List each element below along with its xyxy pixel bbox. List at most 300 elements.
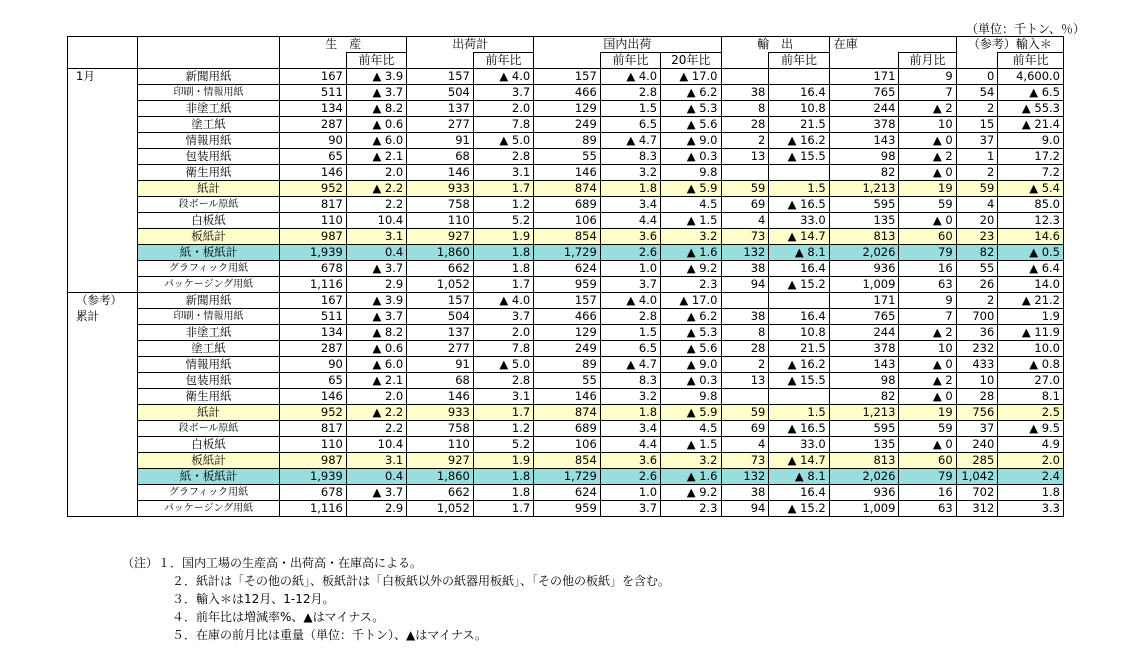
category-label: 印刷・情報用紙 (137, 309, 280, 325)
production-cell: 817 (280, 197, 347, 213)
category-label: 塗工紙 (137, 341, 280, 357)
shipments-cell: 146 (407, 165, 474, 181)
production-yoy-cell: ▲ 2.2 (346, 181, 406, 197)
table-row (68, 213, 1064, 229)
production-cell: 134 (280, 101, 347, 117)
shipments-cell: 137 (407, 325, 474, 341)
inventory-cell: 1,009 (829, 277, 899, 293)
inventory-cell: 813 (829, 229, 899, 245)
domestic-cell: 874 (534, 405, 601, 421)
inventory-cell: 98 (829, 373, 899, 389)
export-cell: 2 (721, 357, 769, 373)
shipments-yoy-cell: ▲ 5.0 (473, 357, 533, 373)
inventory-cell: 82 (829, 165, 899, 181)
shipments-yoy-cell: 1.8 (473, 485, 533, 501)
inventory-cell: 595 (829, 197, 899, 213)
domestic-vs20-cell: ▲ 1.5 (661, 213, 721, 229)
category-label: 印刷・情報用紙 (137, 85, 280, 101)
domestic-cell: 249 (534, 117, 601, 133)
export-cell: 132 (721, 469, 769, 485)
imports-yoy-cell: 1.8 (998, 485, 1064, 501)
domestic-yoy-cell: 8.3 (600, 149, 660, 165)
export-yoy-cell: 33.0 (769, 437, 829, 453)
header-imports: （参考）輸入＊ (956, 37, 1063, 53)
production-cell: 167 (280, 69, 347, 85)
shipments-cell: 277 (407, 341, 474, 357)
category-label: 包装用紙 (137, 149, 280, 165)
table-row (68, 117, 1064, 133)
shipments-yoy-cell: 1.9 (473, 453, 533, 469)
production-cell: 65 (280, 149, 347, 165)
inventory-cell: 135 (829, 437, 899, 453)
category-label: 紙計 (137, 405, 280, 421)
production-yoy-cell: ▲ 3.7 (346, 309, 406, 325)
period-cell (68, 69, 138, 85)
domestic-cell: 106 (534, 437, 601, 453)
imports-cell: 23 (956, 229, 998, 245)
imports-yoy-cell: ▲ 21.4 (998, 117, 1064, 133)
domestic-vs20-cell: ▲ 17.0 (661, 293, 721, 309)
inventory-cell: 1,213 (829, 405, 899, 421)
imports-cell: 1,042 (956, 469, 998, 485)
export-cell (721, 69, 769, 85)
shipments-cell: 137 (407, 101, 474, 117)
table-row (68, 437, 1064, 453)
inventory-cell: 765 (829, 85, 899, 101)
production-yoy-cell: ▲ 0.6 (346, 117, 406, 133)
header-export-yoy: 前年比 (769, 53, 829, 69)
header-blank-period-2 (68, 53, 138, 69)
shipments-yoy-cell: 1.7 (473, 405, 533, 421)
imports-yoy-cell: 17.2 (998, 149, 1064, 165)
shipments-yoy-cell: 1.7 (473, 181, 533, 197)
shipments-cell: 277 (407, 117, 474, 133)
domestic-yoy-cell: 2.6 (600, 245, 660, 261)
category-label: 白板紙 (137, 437, 280, 453)
shipments-cell: 110 (407, 437, 474, 453)
shipments-yoy-cell: 1.9 (473, 229, 533, 245)
domestic-vs20-cell: ▲ 5.6 (661, 117, 721, 133)
export-yoy-cell: 21.5 (769, 341, 829, 357)
category-label: 板紙計 (137, 453, 280, 469)
shipments-yoy-cell: 2.8 (473, 373, 533, 389)
domestic-cell: 624 (534, 261, 601, 277)
imports-cell: 0 (956, 69, 998, 85)
export-cell: 38 (721, 309, 769, 325)
imports-yoy-cell: ▲ 0.5 (998, 245, 1064, 261)
export-yoy-cell (769, 165, 829, 181)
inventory-cell: 143 (829, 133, 899, 149)
production-cell: 134 (280, 325, 347, 341)
shipments-yoy-cell: 1.2 (473, 421, 533, 437)
shipments-cell: 146 (407, 389, 474, 405)
shipments-cell: 927 (407, 229, 474, 245)
inventory-cell: 171 (829, 69, 899, 85)
domestic-vs20-cell: ▲ 0.3 (661, 149, 721, 165)
shipments-cell: 68 (407, 373, 474, 389)
imports-cell: 15 (956, 117, 998, 133)
production-cell: 90 (280, 133, 347, 149)
domestic-cell: 55 (534, 373, 601, 389)
domestic-vs20-cell: 4.5 (661, 197, 721, 213)
category-label: グラフィック用紙 (137, 485, 280, 501)
production-yoy-cell: 3.1 (346, 453, 406, 469)
imports-cell: 702 (956, 485, 998, 501)
production-yoy-cell: ▲ 3.7 (346, 261, 406, 277)
domestic-yoy-cell: 8.3 (600, 373, 660, 389)
shipments-cell: 110 (407, 213, 474, 229)
export-cell: 69 (721, 197, 769, 213)
inventory-mom-cell: 19 (899, 181, 956, 197)
header-production-yoy: 前年比 (346, 53, 406, 69)
export-cell: 38 (721, 85, 769, 101)
domestic-yoy-cell: ▲ 4.7 (600, 133, 660, 149)
header-row-sub (68, 53, 1064, 69)
export-yoy-cell: 1.5 (769, 405, 829, 421)
inventory-mom-cell: 9 (899, 69, 956, 85)
header-shipments-yoy: 前年比 (473, 53, 533, 69)
category-label: 板紙計 (137, 229, 280, 245)
imports-yoy-cell: ▲ 6.4 (998, 261, 1064, 277)
header-export: 輸 出 (721, 37, 829, 53)
period-cell (68, 101, 138, 117)
imports-cell: 37 (956, 421, 998, 437)
domestic-yoy-cell: 1.5 (600, 101, 660, 117)
shipments-yoy-cell: 3.7 (473, 309, 533, 325)
production-cell: 952 (280, 405, 347, 421)
header-imports-blank (956, 53, 998, 69)
export-cell: 4 (721, 437, 769, 453)
inventory-cell: 82 (829, 389, 899, 405)
table-row (68, 181, 1064, 197)
inventory-mom-cell: ▲ 0 (899, 213, 956, 229)
production-cell: 678 (280, 485, 347, 501)
imports-cell: 10 (956, 373, 998, 389)
notes (122, 554, 670, 644)
shipments-cell: 758 (407, 197, 474, 213)
domestic-yoy-cell: 2.6 (600, 469, 660, 485)
shipments-cell: 662 (407, 485, 474, 501)
domestic-vs20-cell: 2.3 (661, 277, 721, 293)
production-yoy-cell: 0.4 (346, 469, 406, 485)
table-row (68, 501, 1064, 517)
period-cell (68, 213, 138, 229)
export-cell: 38 (721, 261, 769, 277)
domestic-cell: 129 (534, 101, 601, 117)
period-cell (68, 357, 138, 373)
header-imports-yoy: 前年比 (998, 53, 1064, 69)
inventory-cell: 936 (829, 485, 899, 501)
domestic-yoy-cell: 6.5 (600, 341, 660, 357)
domestic-cell: 466 (534, 309, 601, 325)
export-cell: 4 (721, 213, 769, 229)
imports-cell: 312 (956, 501, 998, 517)
domestic-vs20-cell: ▲ 5.9 (661, 405, 721, 421)
domestic-yoy-cell: ▲ 4.0 (600, 293, 660, 309)
shipments-cell: 504 (407, 309, 474, 325)
shipments-yoy-cell: 1.8 (473, 469, 533, 485)
production-cell: 511 (280, 85, 347, 101)
inventory-mom-cell: 7 (899, 85, 956, 101)
table-row (68, 421, 1064, 437)
production-yoy-cell: ▲ 0.6 (346, 341, 406, 357)
category-label: 情報用紙 (137, 357, 280, 373)
category-label: パッケージング用紙 (137, 501, 280, 517)
imports-cell: 82 (956, 245, 998, 261)
category-label: 紙計 (137, 181, 280, 197)
domestic-cell: 854 (534, 229, 601, 245)
production-yoy-cell: ▲ 2.2 (346, 405, 406, 421)
imports-cell: 20 (956, 213, 998, 229)
inventory-cell: 2,026 (829, 245, 899, 261)
export-cell: 13 (721, 149, 769, 165)
inventory-mom-cell: 59 (899, 197, 956, 213)
domestic-vs20-cell: ▲ 9.2 (661, 261, 721, 277)
period-cell (68, 277, 138, 293)
export-yoy-cell: 16.4 (769, 309, 829, 325)
paper-statistics-table (67, 36, 1064, 517)
header-domestic-vs20: 20年比 (661, 53, 721, 69)
domestic-yoy-cell: 3.7 (600, 277, 660, 293)
period-label: （参考） (76, 293, 122, 307)
shipments-cell: 933 (407, 181, 474, 197)
inventory-mom-cell: 63 (899, 277, 956, 293)
domestic-yoy-cell: 1.0 (600, 485, 660, 501)
imports-cell: 26 (956, 277, 998, 293)
production-yoy-cell: ▲ 8.2 (346, 325, 406, 341)
header-blank-category-2 (137, 53, 280, 69)
export-cell: 8 (721, 325, 769, 341)
inventory-mom-cell: 10 (899, 117, 956, 133)
period-cell (68, 229, 138, 245)
table-row (68, 149, 1064, 165)
imports-yoy-cell: 14.0 (998, 277, 1064, 293)
production-yoy-cell: 0.4 (346, 245, 406, 261)
production-cell: 1,939 (280, 245, 347, 261)
table-row (68, 389, 1064, 405)
imports-yoy-cell: 2.5 (998, 405, 1064, 421)
domestic-cell: 1,729 (534, 469, 601, 485)
category-label: 情報用紙 (137, 133, 280, 149)
domestic-cell: 89 (534, 133, 601, 149)
imports-cell: 37 (956, 133, 998, 149)
imports-yoy-cell: 8.1 (998, 389, 1064, 405)
production-yoy-cell: ▲ 6.0 (346, 133, 406, 149)
inventory-cell: 98 (829, 149, 899, 165)
export-cell: 59 (721, 181, 769, 197)
export-yoy-cell (769, 69, 829, 85)
export-yoy-cell: ▲ 15.2 (769, 501, 829, 517)
domestic-cell: 689 (534, 421, 601, 437)
shipments-yoy-cell: 3.7 (473, 85, 533, 101)
shipments-cell: 157 (407, 293, 474, 309)
shipments-cell: 1,052 (407, 277, 474, 293)
export-yoy-cell: 16.4 (769, 485, 829, 501)
imports-yoy-cell: 4.9 (998, 437, 1064, 453)
domestic-vs20-cell: ▲ 1.5 (661, 437, 721, 453)
shipments-cell: 157 (407, 69, 474, 85)
category-label: 段ボール原紙 (137, 421, 280, 437)
shipments-yoy-cell: 5.2 (473, 437, 533, 453)
period-cell (68, 341, 138, 357)
export-yoy-cell (769, 389, 829, 405)
production-yoy-cell: ▲ 8.2 (346, 101, 406, 117)
inventory-mom-cell: 9 (899, 293, 956, 309)
inventory-mom-cell: ▲ 2 (899, 101, 956, 117)
header-shipments-blank (407, 53, 474, 69)
production-cell: 511 (280, 309, 347, 325)
inventory-mom-cell: 16 (899, 485, 956, 501)
domestic-vs20-cell: ▲ 0.3 (661, 373, 721, 389)
period-cell (68, 437, 138, 453)
domestic-yoy-cell: 1.5 (600, 325, 660, 341)
imports-yoy-cell: ▲ 6.5 (998, 85, 1064, 101)
domestic-vs20-cell: 4.5 (661, 421, 721, 437)
production-yoy-cell: ▲ 6.0 (346, 357, 406, 373)
export-yoy-cell: ▲ 16.2 (769, 133, 829, 149)
table-row (68, 85, 1064, 101)
shipments-yoy-cell: 3.1 (473, 165, 533, 181)
domestic-cell: 146 (534, 389, 601, 405)
period-cell (68, 133, 138, 149)
export-yoy-cell: ▲ 14.7 (769, 453, 829, 469)
header-production-blank (280, 53, 347, 69)
table-row (68, 325, 1064, 341)
production-cell: 952 (280, 181, 347, 197)
inventory-mom-cell: 59 (899, 421, 956, 437)
shipments-yoy-cell: 7.8 (473, 341, 533, 357)
shipments-yoy-cell: 7.8 (473, 117, 533, 133)
domestic-cell: 959 (534, 501, 601, 517)
shipments-yoy-cell: 3.1 (473, 389, 533, 405)
category-label: 段ボール原紙 (137, 197, 280, 213)
production-cell: 287 (280, 341, 347, 357)
category-label: 衛生用紙 (137, 165, 280, 181)
imports-cell: 55 (956, 261, 998, 277)
shipments-yoy-cell: 2.8 (473, 149, 533, 165)
export-yoy-cell: ▲ 15.5 (769, 149, 829, 165)
inventory-mom-cell: 63 (899, 501, 956, 517)
category-label: 非塗工紙 (137, 101, 280, 117)
period-cell (68, 309, 138, 325)
shipments-cell: 927 (407, 453, 474, 469)
production-yoy-cell: 2.2 (346, 421, 406, 437)
imports-yoy-cell: 14.6 (998, 229, 1064, 245)
domestic-yoy-cell: 1.8 (600, 405, 660, 421)
domestic-vs20-cell: ▲ 5.6 (661, 341, 721, 357)
inventory-mom-cell: ▲ 0 (899, 389, 956, 405)
header-domestic: 国内出荷 (534, 37, 721, 53)
inventory-mom-cell: 10 (899, 341, 956, 357)
domestic-vs20-cell: ▲ 6.2 (661, 309, 721, 325)
note-line: ２．紙計は「その他の紙」、板紙計は「白板紙以外の紙器用板紙」、「その他の板紙」を含む。 (172, 574, 671, 588)
inventory-mom-cell: ▲ 2 (899, 325, 956, 341)
domestic-yoy-cell: 1.8 (600, 181, 660, 197)
production-yoy-cell: 2.0 (346, 389, 406, 405)
period-cell (68, 405, 138, 421)
period-label: 1月 (76, 69, 95, 83)
imports-cell: 36 (956, 325, 998, 341)
header-blank-category (137, 37, 280, 53)
domestic-vs20-cell: ▲ 9.0 (661, 357, 721, 373)
export-yoy-cell: 33.0 (769, 213, 829, 229)
shipments-yoy-cell: ▲ 4.0 (473, 69, 533, 85)
imports-yoy-cell: 12.3 (998, 213, 1064, 229)
table-row (68, 69, 1064, 85)
shipments-cell: 91 (407, 133, 474, 149)
imports-yoy-cell: 3.3 (998, 501, 1064, 517)
imports-cell: 2 (956, 165, 998, 181)
table-row (68, 277, 1064, 293)
domestic-vs20-cell: 3.2 (661, 453, 721, 469)
domestic-cell: 689 (534, 197, 601, 213)
table-row (68, 261, 1064, 277)
domestic-cell: 466 (534, 85, 601, 101)
period-cell (68, 117, 138, 133)
shipments-yoy-cell: 1.8 (473, 261, 533, 277)
production-yoy-cell: ▲ 3.9 (346, 293, 406, 309)
domestic-yoy-cell: ▲ 4.0 (600, 69, 660, 85)
export-yoy-cell: 21.5 (769, 117, 829, 133)
domestic-yoy-cell: 3.4 (600, 421, 660, 437)
note-line: ３．輸入＊は12月、1-12月。 (172, 592, 335, 606)
table-row (68, 485, 1064, 501)
category-label: 衛生用紙 (137, 389, 280, 405)
period-cell (68, 85, 138, 101)
shipments-cell: 68 (407, 149, 474, 165)
imports-cell: 232 (956, 341, 998, 357)
table-row (68, 165, 1064, 181)
production-cell: 110 (280, 213, 347, 229)
shipments-cell: 504 (407, 85, 474, 101)
shipments-cell: 662 (407, 261, 474, 277)
shipments-cell: 1,052 (407, 501, 474, 517)
export-cell (721, 165, 769, 181)
inventory-mom-cell: ▲ 2 (899, 149, 956, 165)
imports-cell: 54 (956, 85, 998, 101)
domestic-yoy-cell: 6.5 (600, 117, 660, 133)
imports-yoy-cell: 4,600.0 (998, 69, 1064, 85)
shipments-cell: 91 (407, 357, 474, 373)
period-cell (68, 325, 138, 341)
table-row (68, 133, 1064, 149)
note-line: ４．前年比は増減率%、▲はマイナス。 (172, 610, 385, 624)
export-cell: 38 (721, 485, 769, 501)
domestic-vs20-cell: ▲ 9.2 (661, 485, 721, 501)
export-yoy-cell: 10.8 (769, 101, 829, 117)
period-cell (68, 165, 138, 181)
inventory-cell: 765 (829, 309, 899, 325)
domestic-yoy-cell: 4.4 (600, 437, 660, 453)
production-yoy-cell: ▲ 2.1 (346, 373, 406, 389)
export-yoy-cell: ▲ 14.7 (769, 229, 829, 245)
domestic-vs20-cell: ▲ 5.3 (661, 325, 721, 341)
inventory-cell: 378 (829, 341, 899, 357)
table-row (68, 469, 1064, 485)
domestic-vs20-cell: ▲ 5.9 (661, 181, 721, 197)
export-yoy-cell: 16.4 (769, 85, 829, 101)
domestic-vs20-cell: 2.3 (661, 501, 721, 517)
imports-cell: 700 (956, 309, 998, 325)
period-cell (68, 373, 138, 389)
production-cell: 1,116 (280, 501, 347, 517)
inventory-cell: 813 (829, 453, 899, 469)
inventory-mom-cell: ▲ 0 (899, 437, 956, 453)
domestic-vs20-cell: 9.8 (661, 165, 721, 181)
shipments-yoy-cell: 2.0 (473, 325, 533, 341)
domestic-yoy-cell: 3.7 (600, 501, 660, 517)
export-yoy-cell: ▲ 15.2 (769, 277, 829, 293)
